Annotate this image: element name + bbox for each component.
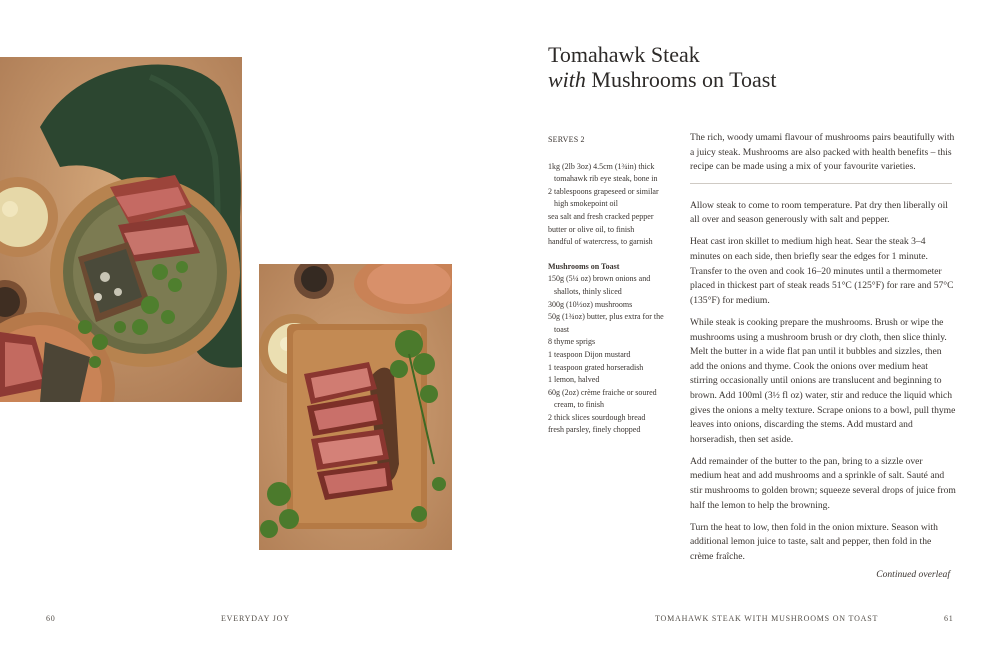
method-step: Allow steak to come to room temperature. Pat dry then liberally oil all over and season generously with salt and pepper. — [690, 199, 948, 226]
recipe-title — [548, 42, 776, 92]
mushrooms-section-title: Mushrooms on Toast — [548, 261, 620, 271]
ingredient-item: 50g (1¾oz) butter, plus extra for the toast — [548, 312, 664, 334]
recipe-title-line2-rest: Mushrooms on Toast — [585, 67, 777, 92]
photo-plated-steak — [0, 57, 242, 402]
ingredient-item: 1 teaspoon grated horseradish — [548, 362, 644, 372]
ingredient-item: butter or olive oil, to finish — [548, 224, 635, 234]
ingredient-item: handful of watercress, to garnish — [548, 237, 653, 247]
footer-book-title: EVERYDAY JOY — [221, 614, 290, 623]
method-step: Turn the heat to low, then fold in the onion mixture. Season with additional lemon juice to taste, salt and pepper, then fold in the crème fraîche. — [690, 521, 938, 562]
divider — [690, 183, 952, 184]
ingredients-list — [548, 134, 668, 437]
ingredient-item: 8 thyme sprigs — [548, 337, 596, 347]
ingredient-item: 1kg (2lb 3oz) 4.5cm (1¾in) thick tomahawk rib eye steak, bone in — [548, 161, 658, 184]
method-text — [690, 131, 956, 583]
ingredient-item: 1 teaspoon Dijon mustard — [548, 349, 631, 359]
page-number-left: 60 — [46, 614, 56, 623]
ingredient-item: 2 tablespoons grapeseed or similar high smokepoint oil — [548, 186, 659, 209]
ingredient-item: sea salt and fresh cracked pepper — [548, 211, 654, 221]
intro-paragraph: The rich, woody umami flavour of mushrooms pairs beautifully with a juicy steak. Mushrooms are also packed with health benefits – this recipe can be made using a mix of your favourite varieties. — [690, 132, 955, 173]
method-step: While steak is cooking prepare the mushrooms. Brush or wipe the mushrooms using a mushroom brush or dry cloth, then slice thinly. Melt the butter in a wide flat pan until it bubbles and sizzles, then add the onions and thyme. Cook the onions over medium heat stirring occasionally until onions are translucent and beginning to brown. Add 100ml (3½ fl oz) water, stir and reduce the liquid which gives the onions a melty texture. Scrape onions to a bowl, pull thyme leaves into onions, discarding the stems. Add mustard and horseradish, then set aside. — [690, 316, 956, 445]
recipe-title-line1: Tomahawk Steak — [548, 42, 700, 67]
ingredient-item: 300g (10½oz) mushrooms — [548, 299, 633, 309]
ingredient-item: 150g (5¼ oz) brown onions and shallots, thinly sliced — [548, 274, 651, 296]
ingredient-item: 60g (2oz) crème fraiche or soured cream, to finish — [548, 387, 657, 410]
serves-label: SERVES 2 — [548, 135, 585, 144]
ingredient-item: 1 lemon, halved — [548, 375, 600, 385]
footer-recipe-title: TOMAHAWK STEAK WITH MUSHROOMS ON TOAST — [655, 614, 879, 623]
recipe-title-with: with — [548, 67, 586, 92]
method-step: Heat cast iron skillet to medium high heat. Sear the steak 3–4 minutes on each side, then briefly sear the edges for 1 minute. Transfer to the oven and cook 16–20 minutes until a thermometer placed in thickest part of steak reads 51°C (125°F) for rare and 57°C (135°F) for medium. — [690, 236, 954, 306]
photo-tomahawk-board — [259, 264, 452, 550]
ingredient-item: 2 thick slices sourdough bread — [548, 412, 646, 422]
method-step: Add remainder of the butter to the pan, bring to a sizzle over medium heat and add mushrooms and a sprinkle of salt. Sauté and stir mushrooms to golden brown; squeeze several drops of juice from half the lemon to help the browning. — [690, 455, 956, 511]
page-number-right: 61 — [944, 614, 954, 623]
continued-overleaf: Continued overleaf — [876, 568, 950, 580]
ingredient-item: fresh parsley, finely chopped — [548, 425, 641, 435]
recipe-title-line2 — [548, 67, 776, 92]
